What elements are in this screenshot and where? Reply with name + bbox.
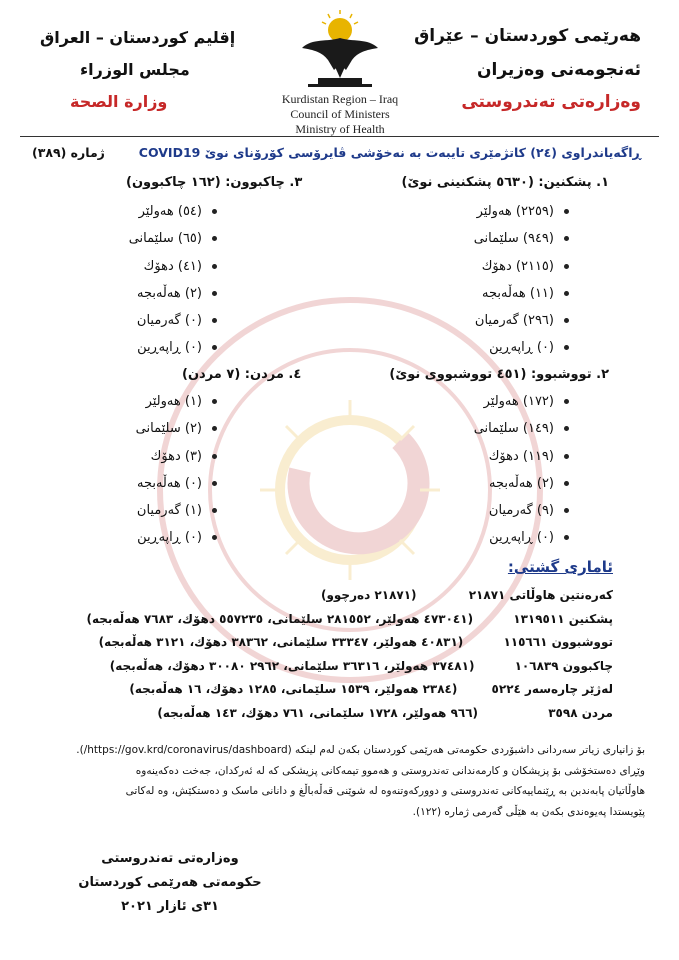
list-item: (١) هەولێر: [136, 388, 217, 415]
list-item: (١١) هەڵەبجە: [474, 280, 569, 307]
header-kurdish-council: ئەنجومەنی وەزیران: [476, 60, 641, 80]
bullet-icon: [564, 264, 569, 269]
bullet-icon: [212, 318, 217, 323]
list-item: (٠) ڕاپەڕین: [474, 334, 569, 361]
bullet-icon: [212, 508, 217, 513]
table-row: [53, 655, 613, 679]
section-infected-title: ٢. تووشبوو: (٤٥١ تووشبووی نوێ): [389, 367, 609, 382]
section-tests-title: ١. پشکنین: (٥٦٣٠ پشکنینی نوێ): [401, 175, 609, 190]
stats-title: ئاماری گشتی:: [507, 558, 613, 576]
bullet-icon: [212, 426, 217, 431]
stat-detail: (٢٣٨٤ هەولێر، ١٥٣٩ سلێمانی، ١٢٨٥ دهۆك، ١٦ هەڵەبجە): [129, 682, 458, 696]
header-arabic-council: مجلس الوزراء: [80, 60, 190, 79]
report-title: ڕاگەیاندراوی (٢٤) کاتژمێری تایبەت بە نەخۆشی ڤایرۆسی کۆرۆنای نوێ COVID19: [138, 145, 641, 160]
list-item: (٠) ڕاپەڕین: [136, 524, 217, 551]
header-english-ministry: Ministry of Health: [295, 122, 385, 136]
list-item: (٥٤) هەولێر: [129, 198, 217, 225]
header-arabic-ministry: وزارة الصحة: [70, 92, 168, 111]
table-row: [53, 678, 613, 702]
stat-label: تووشبوون ١١٥٦٦١: [503, 635, 613, 649]
stat-detail: (٤٠٨٣١ هەولێر، ٣٣٣٤٧ سلێمانی، ٣٨٣٦٢ دهۆك، ٣١٢١ هەڵەبجە): [98, 635, 464, 649]
signature-government: حکومەتی هەرێمی کوردستان: [78, 875, 262, 890]
list-item: (٢) هەڵەبجە: [474, 470, 569, 497]
list-item: (٠) هەڵەبجە: [136, 470, 217, 497]
bullet-icon: [564, 426, 569, 431]
list-item: (٢) هەڵەبجە: [129, 280, 217, 307]
header-english-council: Council of Ministers: [290, 107, 390, 121]
list-item: (٠) ڕاپەڕین: [129, 334, 217, 361]
section-recovered-title: ٣. چاکبوون: (١٦٢ چاکبوون): [126, 175, 303, 190]
list-item: (٤١) دهۆك: [129, 253, 217, 280]
signature-ministry: وەزارەتی تەندروستی: [101, 851, 239, 866]
list-item: (٢٩٦) گەرمیان: [474, 307, 569, 334]
bullet-icon: [212, 535, 217, 540]
notes-paragraph: [30, 740, 645, 822]
notes-line-4: پێویستدا پەیوەندی بکەن بە هێڵی گەرمی ژمارە (١٢٢).: [412, 805, 645, 818]
list-item: (٣) دهۆك: [136, 443, 217, 470]
list-item: (١٧٢) هەولێر: [474, 388, 569, 415]
header-arabic-region: إقليم كوردستان – العراق: [40, 28, 236, 47]
table-row: [53, 702, 613, 726]
bullet-icon: [564, 209, 569, 214]
bullet-icon: [212, 209, 217, 214]
list-item: (٢) سلێمانی: [136, 415, 217, 442]
bullet-icon: [212, 481, 217, 486]
notes-line-2: وێڕای دەستخۆشی بۆ پزیشکان و کارمەندانی تەندروستی و هەموو تیمەکانی پزیشکی کە لە ئەرکدان، جەخت دەکەینەوە: [135, 764, 645, 777]
signature-date: ٣١ی ئازار ٢٠٢١: [121, 899, 219, 914]
notes-line-1: بۆ زانیاری زیاتر سەردانی داشبۆردی حکومەتی هەرێمی کوردستان بکەن لەم لینکە (https://gov.krd/coronavirus/dashboard/).: [76, 744, 645, 756]
notes-line-3: هاوڵاتیان پابەندبن بە ڕێنماییەکانی تەندروستی و دوورکەوتنەوە لە شوێنی قەڵەباڵغ و دانانی ماسک و دەستکێش، وە لەکاتی: [125, 785, 645, 797]
bullet-icon: [212, 345, 217, 350]
bullet-icon: [212, 399, 217, 404]
bullet-icon: [564, 291, 569, 296]
stats-table: [53, 584, 613, 725]
list-item: (٢٢٥٩) هەولێر: [474, 198, 569, 225]
list-item: (١) گەرمیان: [136, 497, 217, 524]
list-item: (٢١١٥) دهۆك: [474, 253, 569, 280]
list-item: (٦٥) سلێمانی: [129, 225, 217, 252]
header-kurdish-region: هەرێمی کوردستان – عێراق: [414, 26, 641, 46]
stat-detail: (٢١٨٧١ دەرچوو): [320, 588, 417, 602]
stat-detail: (٩٦٦ هەولێر، ١٧٢٨ سلێمانی، ٧٦١ دهۆك، ١٤٣ هەڵەبجە): [157, 705, 479, 720]
list-item: (٠) گەرمیان: [129, 307, 217, 334]
table-row: [53, 584, 613, 608]
header-english-region: Kurdistan Region – Iraq: [281, 92, 399, 106]
bullet-icon: [564, 481, 569, 486]
kurdistan-emblem-icon: [288, 8, 392, 88]
list-item: (١١٩) دهۆك: [474, 443, 569, 470]
report-number: ژمارە (٣٨٩): [32, 145, 105, 160]
bullet-icon: [564, 454, 569, 459]
bullet-icon: [212, 236, 217, 241]
header-divider: [20, 136, 659, 137]
stat-detail: (٣٧٤٨١ هەولێر، ٣٦٣١٦ سلێمانی، ٢٩٦٢ ٣٠٠٨٠ دهۆك، هەڵەبجە): [109, 658, 475, 673]
bullet-icon: [564, 318, 569, 323]
table-row: [53, 631, 613, 655]
bullet-icon: [212, 454, 217, 459]
stat-label: کەرەنتین هاوڵاتی ٢١٨٧١: [468, 588, 613, 602]
list-item: (٩) گەرمیان: [474, 497, 569, 524]
list-item: (١٤٩) سلێمانی: [474, 415, 569, 442]
list-item: (٩٤٩) سلێمانی: [474, 225, 569, 252]
signature-block: [70, 847, 270, 919]
bullet-icon: [564, 236, 569, 241]
table-row: [53, 608, 613, 632]
stat-label: لەژێر چارەسەر ٥٢٢٤: [491, 682, 613, 696]
tests-list: [474, 198, 569, 362]
header-english-block: [255, 92, 425, 137]
bullet-icon: [212, 264, 217, 269]
bullet-icon: [212, 291, 217, 296]
section-deaths-title: ٤. مردن: (٧ مردن): [182, 367, 302, 382]
infected-list: [474, 388, 569, 552]
stat-label: مردن ٣٥٩٨: [548, 705, 613, 720]
stat-label: چاکبوون ١٠٦٨٣٩: [514, 658, 613, 673]
bullet-icon: [564, 399, 569, 404]
bullet-icon: [564, 535, 569, 540]
deaths-list: [136, 388, 217, 552]
stat-label: پشکنین ١٣١٩٥١١: [513, 611, 613, 626]
list-item: (٠) ڕاپەڕین: [474, 524, 569, 551]
stat-detail: (٤٧٣٠٤١ هەولێر، ٢٨١٥٥٢ سلێمانی، ٥٥٧٢٣٥ دهۆك، ٧٦٨٣ هەڵەبجە): [86, 611, 474, 626]
header-kurdish-ministry: وەزارەتی تەندروستی: [461, 92, 641, 112]
recovered-list: [129, 198, 217, 362]
bullet-icon: [564, 345, 569, 350]
bullet-icon: [564, 508, 569, 513]
